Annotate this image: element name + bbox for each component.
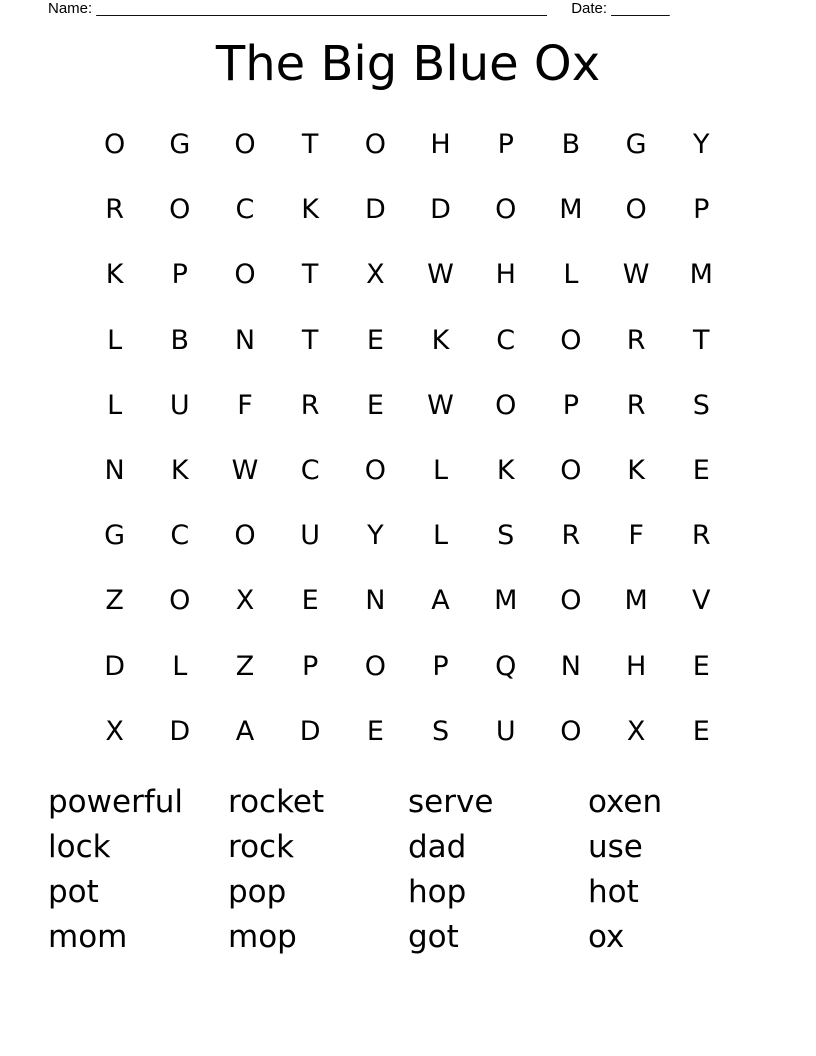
grid-cell: P	[562, 389, 580, 421]
grid-cell: K	[301, 194, 320, 226]
grid-cell: C	[300, 455, 320, 487]
grid-cell: O	[234, 129, 256, 161]
word-list-item: lock	[48, 829, 111, 865]
letter-grid	[82, 112, 734, 764]
grid-cell: O	[495, 194, 517, 226]
grid-cell: K	[431, 324, 450, 356]
grid-cell: U	[169, 389, 190, 421]
name-label: Name:	[48, 0, 93, 17]
grid-cell: R	[561, 520, 581, 552]
grid-cell: M	[624, 585, 648, 617]
word-list-item: powerful	[48, 784, 183, 820]
grid-cell: O	[169, 585, 191, 617]
grid-cell: N	[234, 324, 256, 356]
grid-cell: R	[691, 520, 711, 552]
grid-cell: D	[299, 715, 321, 747]
grid-cell: H	[625, 650, 647, 682]
grid-cell: C	[170, 520, 190, 552]
grid-cell: N	[560, 650, 581, 682]
grid-cell: L	[107, 324, 123, 356]
grid-cell: O	[560, 455, 582, 487]
grid-cell: X	[105, 715, 124, 747]
grid-cell: M	[689, 259, 713, 291]
grid-cell: Y	[367, 520, 384, 552]
word-list-item: hop	[408, 874, 467, 910]
grid-cell: G	[104, 520, 126, 552]
grid-cell: S	[692, 389, 710, 421]
grid-cell: P	[171, 259, 188, 291]
word-list-item: ox	[588, 919, 625, 955]
word-list-item: got	[408, 919, 459, 955]
grid-cell: W	[427, 259, 454, 291]
grid-cell: L	[563, 259, 579, 291]
grid-cell: F	[237, 389, 253, 421]
grid-cell: O	[560, 715, 582, 747]
grid-cell: L	[433, 455, 449, 487]
grid-cell: M	[494, 585, 518, 617]
word-list-item: rocket	[228, 784, 325, 820]
grid-cell: O	[560, 324, 582, 356]
grid-cell: L	[172, 650, 188, 682]
grid-cell: O	[560, 585, 582, 617]
grid-cell: N	[104, 455, 125, 487]
grid-cell: E	[301, 585, 319, 617]
grid-cell: S	[431, 715, 450, 747]
grid-cell: K	[627, 455, 645, 487]
page-title: The Big Blue Ox	[215, 36, 601, 92]
grid-cell: E	[692, 715, 710, 747]
grid-cell: B	[170, 324, 190, 356]
grid-cell: R	[105, 194, 124, 226]
grid-cell: E	[692, 455, 710, 487]
grid-cell: P	[302, 650, 319, 682]
grid-cell: R	[626, 324, 646, 356]
grid-cell: O	[364, 129, 386, 161]
word-list-item: mom	[48, 919, 128, 955]
word-list-item: oxen	[588, 784, 663, 820]
grid-cell: G	[169, 129, 191, 161]
grid-cell: W	[622, 259, 650, 291]
grid-cell: T	[693, 324, 710, 356]
word-list-item: rock	[228, 829, 295, 865]
grid-cell: C	[496, 324, 516, 356]
grid-cell: O	[169, 194, 191, 226]
grid-cell: O	[234, 259, 256, 291]
grid-cell: P	[497, 129, 514, 161]
grid-cell: H	[495, 259, 516, 291]
date-label: Date:	[571, 0, 608, 17]
grid-cell: O	[103, 129, 126, 161]
grid-cell: D	[104, 650, 125, 682]
grid-cell: X	[626, 715, 646, 747]
grid-cell: L	[107, 389, 123, 421]
header	[48, 0, 748, 20]
grid-cell: X	[366, 259, 385, 291]
grid-cell: K	[496, 455, 515, 487]
word-list	[48, 780, 768, 960]
grid-cell: W	[231, 455, 259, 487]
name-line: ______________________________________________________	[96, 0, 547, 17]
grid-cell: P	[432, 650, 449, 682]
grid-cell: O	[625, 194, 647, 226]
grid-cell: Q	[495, 650, 517, 682]
word-list-item: mop	[228, 919, 297, 955]
grid-cell: A	[235, 715, 255, 747]
grid-cell: E	[692, 650, 710, 682]
grid-cell: U	[300, 520, 321, 552]
grid-cell: W	[427, 389, 454, 421]
date-line: _______	[611, 0, 670, 17]
grid-cell: A	[431, 585, 450, 617]
grid-cell: B	[561, 129, 581, 161]
grid-cell: E	[366, 715, 384, 747]
grid-cell: E	[366, 324, 384, 356]
grid-cell: Y	[693, 129, 710, 161]
grid-cell: S	[497, 520, 515, 552]
grid-cell: D	[430, 194, 451, 226]
grid-cell: G	[625, 129, 647, 161]
grid-cell: T	[301, 324, 319, 356]
grid-cell: M	[559, 194, 583, 226]
grid-cell: R	[626, 389, 646, 421]
grid-cell: E	[366, 389, 384, 421]
word-list-item: serve	[408, 784, 494, 820]
grid-cell: F	[628, 520, 644, 552]
grid-cell: U	[495, 715, 516, 747]
grid-cell: D	[364, 194, 386, 226]
grid-cell: O	[364, 650, 386, 682]
grid-cell: H	[430, 129, 451, 161]
grid-cell: Z	[235, 650, 255, 682]
grid-cell: V	[692, 585, 711, 617]
grid-cell: Z	[105, 585, 124, 617]
grid-cell: L	[433, 520, 449, 552]
grid-cell: X	[235, 585, 255, 617]
word-list-item: use	[588, 829, 643, 865]
grid-cell: K	[105, 259, 124, 291]
grid-cell: O	[234, 520, 256, 552]
word-list-item: pot	[48, 874, 99, 910]
word-list-item: pop	[228, 874, 287, 910]
grid-cell: R	[300, 389, 320, 421]
grid-cell: T	[301, 129, 319, 161]
grid-cell: P	[693, 194, 710, 226]
grid-cell: C	[235, 194, 255, 226]
grid-cell: N	[365, 585, 386, 617]
grid-cell: T	[301, 259, 319, 291]
grid-cell: D	[169, 715, 191, 747]
grid-cell: O	[364, 455, 386, 487]
grid-cell: O	[495, 389, 517, 421]
word-list-item: hot	[588, 874, 639, 910]
grid-cell: K	[170, 455, 189, 487]
word-list-item: dad	[408, 829, 467, 865]
